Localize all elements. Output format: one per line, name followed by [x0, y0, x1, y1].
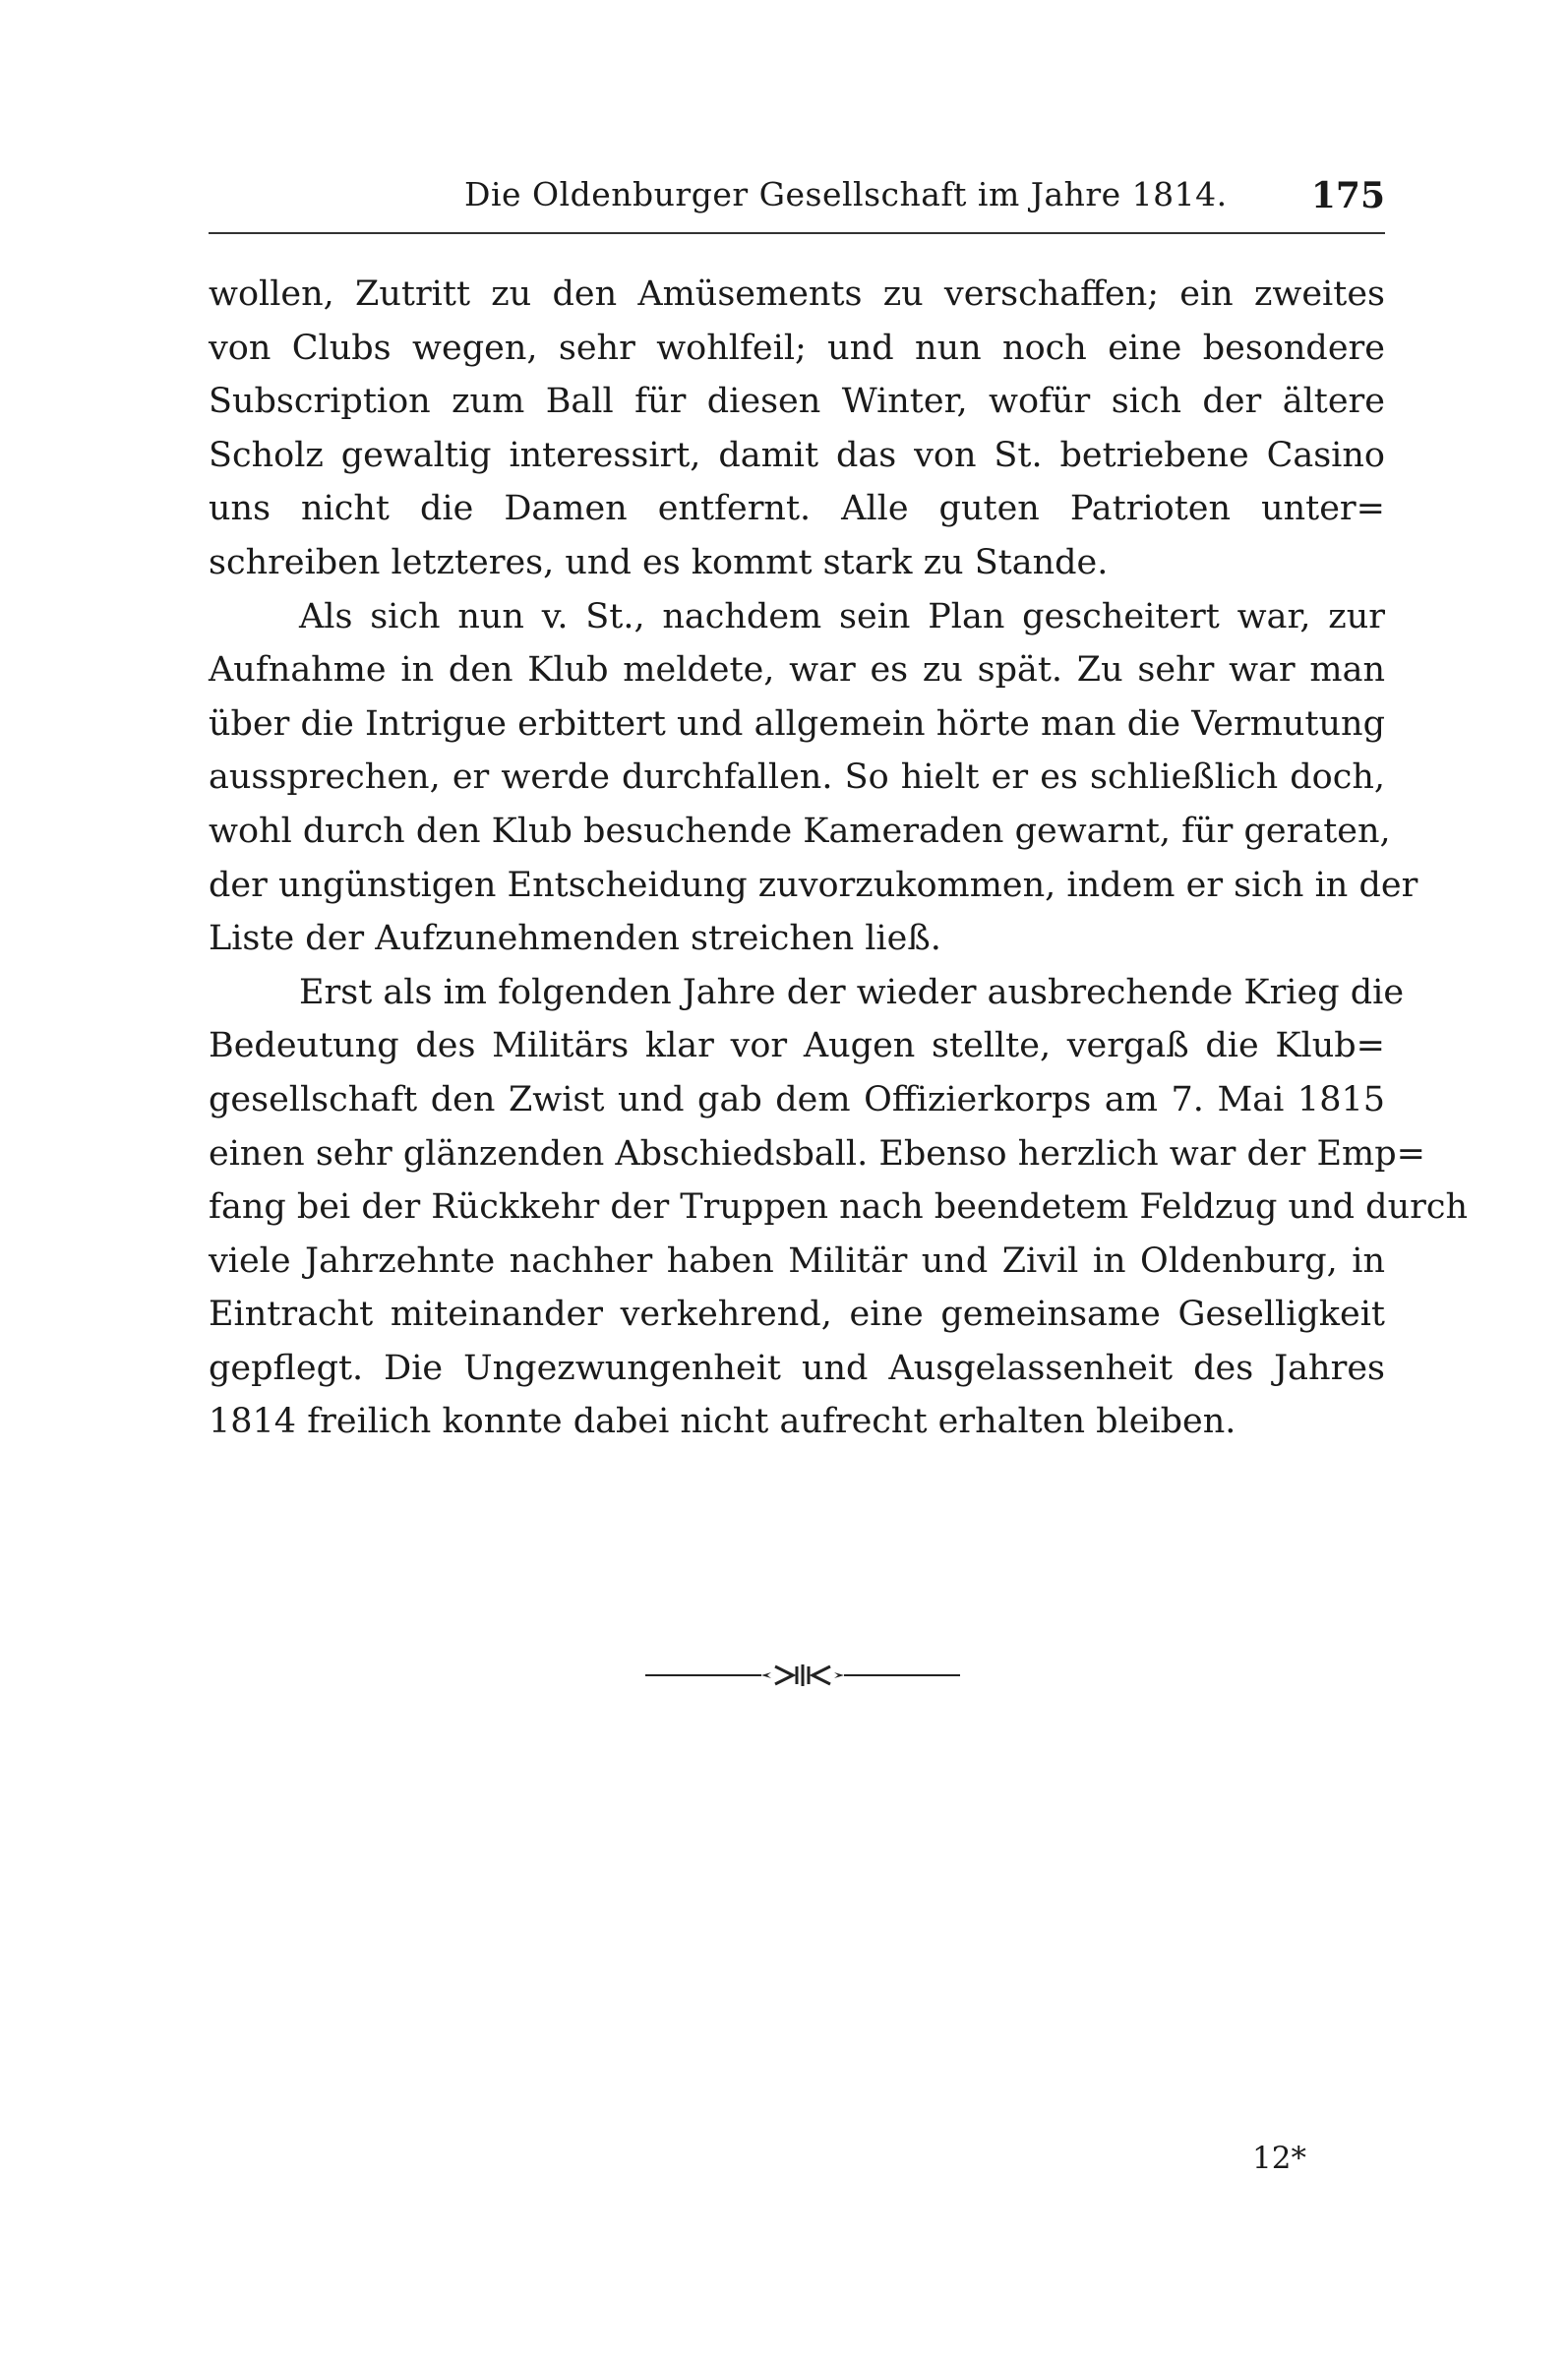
text-line: viele Jahrzehnte nachher haben Militär und Zivil in Oldenburg, in [209, 1240, 1385, 1281]
text-line: Als sich nun v. St., nachdem sein Plan gescheitert war, zur [299, 596, 1385, 636]
text-line: Scholz gewaltig interessirt, damit das von St. betriebene Casino [209, 435, 1385, 475]
body-text [209, 268, 1468, 1449]
signature-mark: 12* [1252, 2141, 1306, 2176]
running-head [209, 175, 1385, 226]
text-line: von Clubs wegen, sehr wohlfeil; und nun noch eine besondere [209, 328, 1385, 368]
text-line: Aufnahme in den Klub meldete, war es zu spät. Zu sehr war man [209, 650, 1385, 691]
paragraph-3 [209, 966, 1468, 1449]
section-end-ornament-icon [645, 1661, 960, 1690]
text-line: Eintracht miteinander verkehrend, eine gemeinsame Geselligkeit [209, 1295, 1385, 1335]
text-line: Liste der Aufzunehmenden streichen ließ. [209, 919, 941, 959]
text-line: Erst als im folgenden Jahre der wieder ausbrechende Krieg die [299, 972, 1405, 1012]
running-title: Die Oldenburger Gesellschaft im Jahre 1814. [464, 175, 1228, 213]
text-line: Bedeutung des Militärs klar vor Augen stellte, vergaß die Klub= [209, 1026, 1385, 1066]
paragraph-1 [209, 268, 1385, 590]
text-line: gesellschaft den Zwist und gab dem Offizierkorps am 7. Mai 1815 [209, 1079, 1385, 1119]
text-line: der ungünstigen Entscheidung zuvorzukommen, indem er sich in der [209, 865, 1418, 905]
text-line: schreiben letzteres, und es kommt stark zu Stande. [209, 542, 1109, 582]
text-line: uns nicht die Damen entfernt. Alle guten Patrioten unter= [209, 489, 1385, 529]
text-line: wollen, Zutritt zu den Amüsements zu verschaffen; ein zweites [209, 274, 1385, 314]
page-number: 175 [1310, 175, 1385, 216]
text-line: aussprechen, er werde durchfallen. So hielt er es schließlich doch, [209, 757, 1385, 798]
text-line: über die Intrigue erbittert und allgemein hörte man die Vermutung [209, 703, 1385, 744]
text-line: 1814 freilich konnte dabei nicht aufrecht erhalten bleiben. [209, 1402, 1236, 1442]
text-line: fang bei der Rückkehr der Truppen nach beendetem Feldzug und durch [209, 1187, 1468, 1228]
text-line: Subscription zum Ball für diesen Winter, wofür sich der ältere [209, 382, 1385, 422]
text-line: gepflegt. Die Ungezwungenheit und Ausgelassenheit des Jahres [209, 1348, 1385, 1388]
text-line: einen sehr glänzenden Abschiedsball. Ebenso herzlich war der Emp= [209, 1133, 1425, 1174]
text-line: wohl durch den Klub besuchende Kameraden gewarnt, für geraten, [209, 811, 1391, 851]
header-rule [209, 232, 1385, 234]
paragraph-2 [209, 590, 1418, 966]
